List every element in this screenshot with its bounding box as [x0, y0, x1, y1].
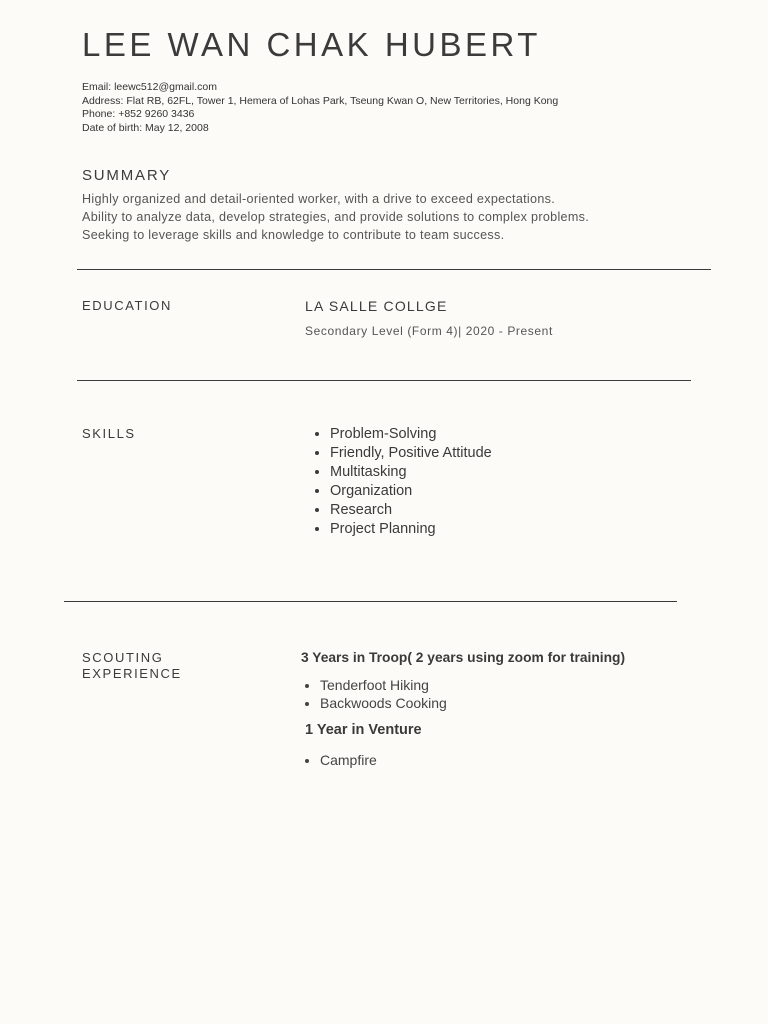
summary-line: Ability to analyze data, develop strategies, and provide solutions to complex problems.	[82, 210, 590, 224]
divider	[77, 269, 711, 270]
education-school: LA SALLE COLLGE	[305, 298, 448, 314]
divider	[77, 380, 691, 381]
venture-heading: 1 Year in Venture	[305, 722, 422, 738]
resume-name: LEE WAN CHAK HUBERT	[82, 26, 541, 63]
contact-address: Address: Flat RB, 62FL, Tower 1, Hemera of Lohas Park, Tseung Kwan O, New Territories, Hong Kong	[82, 94, 559, 107]
troop-heading: 3 Years in Troop( 2 years using zoom for training)	[301, 650, 626, 665]
troop-item: • Tenderfoot Hiking	[320, 676, 447, 694]
troop-list	[305, 676, 447, 712]
venture-list	[305, 751, 377, 769]
contact-email: Email: leewc512@gmail.com	[82, 81, 217, 93]
contact-block	[82, 81, 558, 136]
venture-item: • Campfire	[320, 751, 377, 769]
summary-line: Highly organized and detail-oriented worker, with a drive to exceed expectations.	[82, 192, 556, 206]
summary-title: SUMMARY	[82, 167, 171, 184]
skill-item: • Project Planning	[330, 520, 492, 539]
skill-item: • Friendly, Positive Attitude	[330, 444, 492, 463]
summary-line: Seeking to leverage skills and knowledge to contribute to team success.	[82, 228, 505, 242]
summary-text	[82, 190, 589, 244]
contact-dob: Date of birth: May 12, 2008	[82, 122, 209, 135]
education-title: EDUCATION	[82, 298, 172, 313]
education-detail: Secondary Level (Form 4)| 2020 - Present	[305, 324, 553, 338]
contact-phone: Phone: +852 9260 3436	[82, 108, 195, 121]
skill-item: • Research	[330, 501, 492, 520]
scouting-title-line: SCOUTING	[82, 650, 164, 665]
skill-item: • Problem-Solving	[330, 425, 492, 444]
scouting-title	[82, 650, 182, 682]
troop-item: • Backwoods Cooking	[320, 694, 447, 712]
skills-list	[305, 425, 492, 539]
scouting-title-line: EXPERIENCE	[82, 666, 182, 681]
skill-item: • Organization	[330, 482, 492, 501]
skills-title: SKILLS	[82, 426, 136, 441]
skill-item: • Multitasking	[330, 463, 492, 482]
divider	[64, 601, 677, 602]
